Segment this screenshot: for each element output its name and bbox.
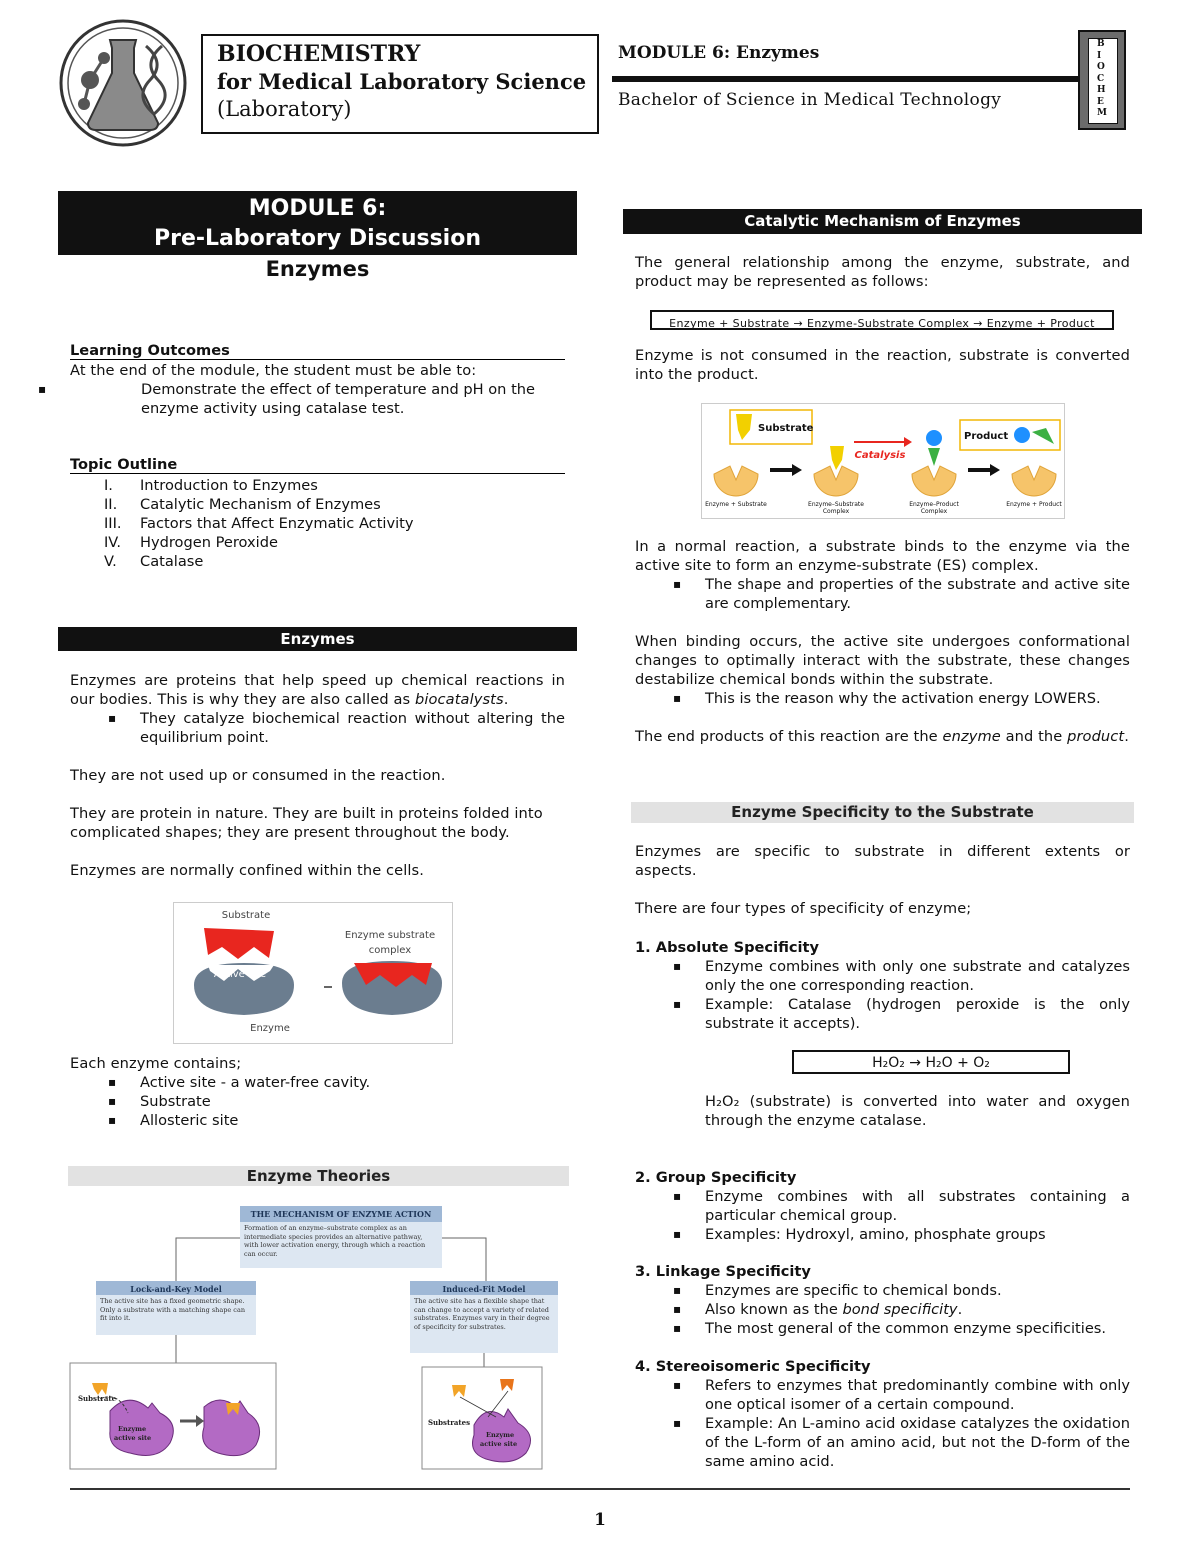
absolute-note: H₂O₂ (substrate) is converted into water and oxygen through the enzyme catalase. [705,1093,1130,1129]
list-item: ▪ The shape and properties of the substrate and active site are complementary. [635,575,1130,613]
specificity-heading: Enzyme Specificity to the Substrate [731,803,1034,821]
module-label: MODULE 6: Enzymes [618,43,820,63]
course-title-line3: (Laboratory) [217,97,352,121]
lock-enzyme-label2: active site [114,1434,152,1442]
enzymes-p1-list [70,709,565,747]
enzymes-heading: Enzymes [280,630,355,648]
enzyme-contains-intro: Each enzyme contains; [70,1055,242,1072]
page-number: 1 [594,1510,606,1530]
module-title-line2: Pre-Laboratory Discussion [153,226,482,251]
fig-complex-label1: Enzyme substrate [344,930,436,941]
enzymes-p4: Enzymes are normally confined within the cells. [70,862,424,879]
absolute-list [635,957,1130,1033]
list-item: I. Introduction to Enzymes [104,477,318,494]
fig-substrate-label: Substrate [221,910,271,921]
enzymes-p2: They are not used up or consumed in the reaction. [70,767,446,784]
side-tab-text: BIOCHEM [1097,39,1107,118]
specificity-body-2 [635,1168,1130,1471]
list-item: ▪ Enzyme combines with only one substrate and catalyzes only the one corresponding reaction. [635,957,1130,995]
list-item: ▪ Also known as the bond specificity. [635,1300,1130,1319]
linkage-list [635,1281,1130,1338]
enzyme-contains-list [70,1073,565,1130]
header-rule [612,76,1078,82]
catalysis-substrate-label: Substrate [758,423,814,434]
induced-enzyme-label2: active site [480,1440,518,1448]
absolute-equation: H₂O₂ → H₂O + O₂ [872,1055,990,1071]
catalytic-heading-bar [623,209,1142,234]
theories-fig-title: THE MECHANISM OF ENZYME ACTION [250,1209,432,1219]
catalytic-p4: When binding occurs, the active site undergoes conformational changes to optimally interact with the substrate, these changes destabilize chemical bonds within the substrate. [635,633,1130,688]
course-title-box [201,34,599,134]
list-item: II. Catalytic Mechanism of Enzymes [104,496,381,513]
list-item: ▪ They catalyze biochemical reaction without altering the equilibrium point. [70,709,565,747]
lock-model-desc: The active site has a fixed geometric shape. Only a substrate with a matching shape can fit into it. [100,1297,246,1322]
induced-substrates-label: Substrates [428,1418,471,1427]
list-item: ▪ Active site - a water-free cavity. [70,1073,565,1092]
enzyme-contains [70,1054,565,1130]
module-title-line1: MODULE 6: [248,196,387,221]
catalytic-p3-list [635,575,1130,613]
enzyme-theories-diagram [68,1203,558,1475]
logo-icon [58,18,188,148]
group-list [635,1187,1130,1244]
induced-model-title: Induced-Fit Model [442,1284,526,1294]
learning-outcomes-section [70,342,565,418]
list-item: ▪ Examples: Hydroxyl, amino, phosphate groups [635,1225,1130,1244]
group-title: 2. Group Specificity [635,1169,797,1186]
learning-outcomes-intro: At the end of the module, the student must be able to: [70,362,477,379]
list-item: ▪ Demonstrate the effect of temperature and pH on the enzyme activity using catalase test. [0,380,565,418]
specificity-p1: Enzymes are specific to substrate in different extents or aspects. [635,843,1130,879]
topic-outline-heading: Topic Outline [70,456,565,474]
list-item: V. Catalase [104,553,204,570]
list-item: ▪ Allosteric site [70,1111,565,1130]
catalysis-l2a: Enzyme–Substrate [808,501,864,508]
topic-outline-list [70,476,565,571]
catalytic-body [635,537,1130,746]
catalysis-l1: Enzyme + Substrate [705,501,767,508]
induced-enzyme-label1: Enzyme [486,1431,515,1439]
list-item: ▪ Substrate [70,1092,565,1111]
module-subtitle: Enzymes [265,257,370,281]
lock-substrate-label: Substrate [78,1394,117,1403]
theories-fig-desc: Formation of an enzyme–substrate complex as an intermediate species provides an alternative pathway, with lower activation energy, through which a reaction can occur. [244,1224,426,1258]
list-item: ▪ This is the reason why the activation energy LOWERS. [635,689,1130,708]
theories-heading-bar [68,1166,569,1186]
catalytic-p2: Enzyme is not consumed in the reaction, substrate is converted into the product. [635,347,1130,383]
enzyme-theories-figure [68,1203,558,1475]
topic-outline-section [70,456,565,571]
specificity-body [635,842,1130,1033]
fig-complex-label2: complex [368,945,412,956]
catalytic-heading: Catalytic Mechanism of Enzymes [744,212,1021,230]
enzymes-body [70,671,565,880]
catalysis-l2b: Complex [822,508,850,515]
absolute-equation-box [792,1050,1070,1074]
enzymes-heading-bar [58,627,577,651]
induced-model-desc: The active site has a flexible shape that can change to accept a variety of related substrates. Enzymes vary in their degree of specificity for substrates. [414,1297,550,1331]
stereo-list [635,1376,1130,1471]
fig-active-site-label: Active site [213,969,267,980]
enzyme-substrate-figure [173,902,453,1044]
catalysis-diagram [702,404,1064,518]
stereo-title: 4. Stereoisomeric Specificity [635,1358,871,1375]
course-title-line2: for Medical Laboratory Science [217,69,587,94]
catalysis-product-label: Product [964,431,1009,442]
list-item: ▪ The most general of the common enzyme specificities. [635,1319,1130,1338]
absolute-title: 1. Absolute Specificity [635,939,820,956]
catalysis-figure [701,403,1065,519]
learning-outcomes-list [0,380,565,418]
specificity-heading-bar [631,802,1134,823]
lock-model-title: Lock-and-Key Model [130,1284,222,1294]
catalytic-p1: The general relationship among the enzyme, substrate, and product may be represented as follows: [635,254,1130,290]
list-item: III. Factors that Affect Enzymatic Activity [104,515,414,532]
lock-enzyme-label1: Enzyme [118,1425,147,1433]
enzyme-substrate-diagram [174,903,452,1043]
catalytic-equation-box [650,310,1114,330]
list-item: ▪ Example: An L-amino acid oxidase catalyzes the oxidation of the L-form of an amino acid, but not the D-form of the same amino acid. [635,1414,1130,1471]
list-item: ▪ Refers to enzymes that predominantly combine with only one optical isomer of a certain compound. [635,1376,1130,1414]
catalysis-label: Catalysis [854,450,906,461]
list-item: ▪ Example: Catalase (hydrogen peroxide is the only substrate it accepts). [635,995,1130,1033]
module-title-bar [58,191,577,255]
fig-enzyme-label: Enzyme [250,1023,290,1034]
course-title-line1: BIOCHEMISTRY [217,41,421,67]
catalysis-l3b: Complex [920,508,948,515]
specificity-p2: There are four types of specificity of enzyme; [635,900,972,917]
enzymes-p3: They are protein in nature. They are built in proteins folded into complicated shapes; they are present throughout the body. [70,805,543,841]
footer-rule [70,1488,1130,1490]
catalytic-equation: Enzyme + Substrate → Enzyme-Substrate Complex → Enzyme + Product [669,317,1095,330]
catalytic-p3: In a normal reaction, a substrate binds to the enzyme via the active site to form an enzyme-substrate (ES) complex. [635,538,1130,574]
catalysis-l3a: Enzyme–Product [909,501,959,508]
catalytic-p5: The end products of this reaction are the enzyme and the product. [635,728,1129,745]
linkage-title: 3. Linkage Specificity [635,1263,811,1280]
enzymes-p1: Enzymes are proteins that help speed up chemical reactions in our bodies. This is why they are also called as biocatalysts. [70,672,565,708]
catalytic-p4-list [635,689,1130,708]
program-name: Bachelor of Science in Medical Technology [618,90,1002,110]
side-tab [1078,30,1126,130]
list-item: ▪ Enzymes are specific to chemical bonds. [635,1281,1130,1300]
header-logo [58,18,188,148]
list-item: ▪ Enzyme combines with all substrates containing a particular chemical group. [635,1187,1130,1225]
catalysis-l4: Enzyme + Product [1006,501,1062,508]
learning-outcomes-heading: Learning Outcomes [70,342,565,360]
theories-heading: Enzyme Theories [246,1167,391,1185]
list-item: IV. Hydrogen Peroxide [104,534,278,551]
